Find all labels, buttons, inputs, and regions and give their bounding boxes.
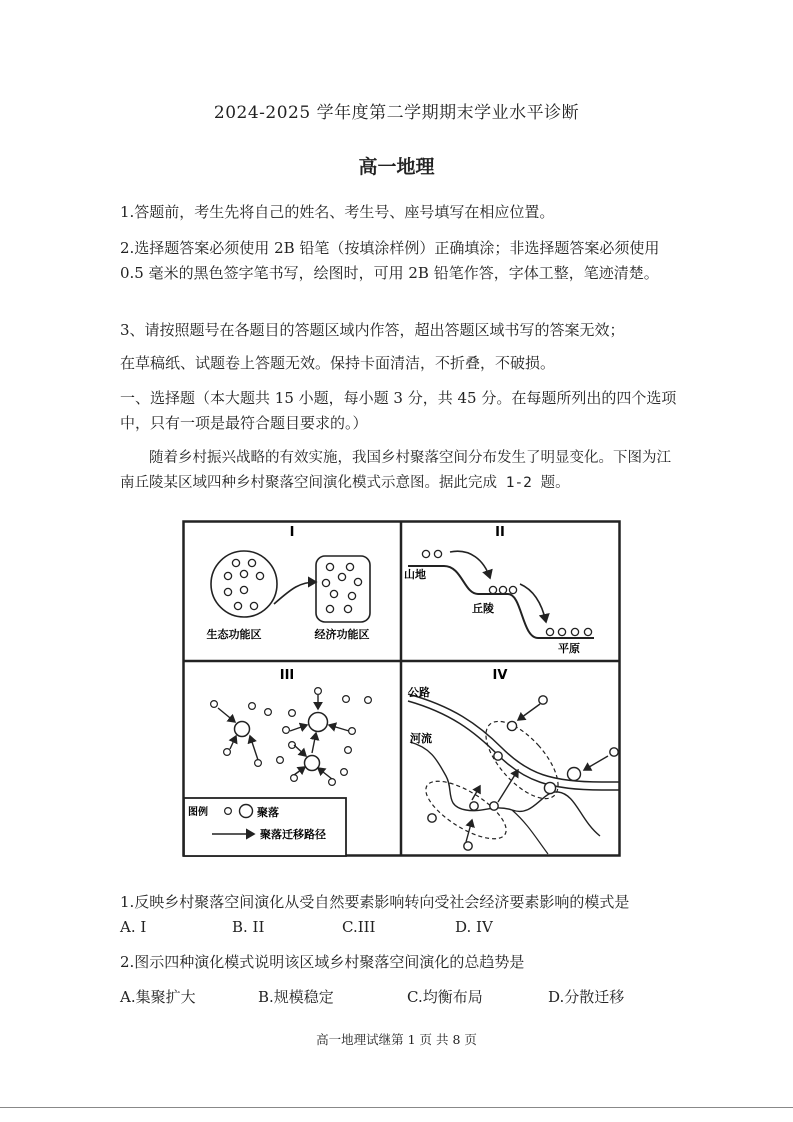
q1-option-b[interactable]: B. II [232,918,265,936]
panel-4-numeral: IV [492,668,508,683]
panel-1-numeral: I [289,525,295,540]
q2-option-a[interactable]: A.集聚扩大 [120,988,196,1006]
ecological-zone-label: 生态功能区 [206,628,262,641]
page-bottom-rule [0,1107,793,1108]
panel-3-numeral: III [279,668,295,683]
page-footer: 高一地理试继第 1 页 共 8 页 [316,1032,477,1047]
legend-large-settlement [240,805,253,818]
question-1-stem: 1.反映乡村聚落空间演化从受自然要素影响转向受社会经济要素影响的模式是 [120,893,630,911]
instruction-4: 在草稿纸、试题卷上答题无效。保持卡面清洁，不折叠，不破损。 [120,354,556,372]
instruction-3: 3、请按照题号在各题目的答题区域内作答，超出答题区域书写的答案无效； [120,321,625,339]
mountain-label: 山地 [404,568,426,581]
exam-title: 2024-2025 学年度第二学期期末学业水平诊断 [213,103,580,123]
question-2-stem: 2.图示四种演化模式说明该区域乡村聚落空间演化的总趋势是 [120,953,525,971]
q2-option-b[interactable]: B.规模稳定 [258,988,334,1006]
q2-option-d[interactable]: D.分散迁移 [548,988,625,1006]
legend-small-settlement [225,808,232,815]
question-intro: 随着乡村振兴战略的有效实施，我国乡村聚落空间分布发生了明显变化。下图为江南丘陵某区域四种乡村聚落空间演化模式示意图。据此完成 1-2 题。 [120,450,671,491]
plain-label: 平原 [558,642,580,655]
instruction-2: 2.选择题答案必须使用 2B 铅笔（按填涂样例）正确填涂；非选择题答案必须使用 0.5 毫米的黑色签字笔书写，绘图时，可用 2B 铅笔作答，字体工整，笔迹清楚。 [120,239,660,282]
legend-migration-label: 聚落迁移路径 [260,828,326,841]
river-label: 河流 [410,732,432,745]
instruction-1: 1.答题前，考生先将自己的姓名、考生号、座号填写在相应位置。 [120,203,555,221]
road-label: 公路 [408,686,430,699]
q2-option-c[interactable]: C.均衡布局 [407,988,483,1006]
legend-settlement-label: 聚落 [257,806,279,819]
section-heading: 一、选择题（本大题共 15 小题，每小题 3 分，共 45 分。在每题所列出的四个选项中，只有一项是最符合题目要求的。） [120,389,677,432]
economic-zone-label: 经济功能区 [314,628,370,641]
settlement-evolution-figure [182,520,622,858]
subject-title: 高一地理 [358,156,435,178]
panel-2-numeral: II [495,525,505,540]
q1-option-c[interactable]: C.III [342,918,376,936]
q1-option-a[interactable]: A. I [120,918,147,936]
q1-option-d[interactable]: D. IV [455,918,493,936]
hill-label: 丘陵 [472,602,494,615]
legend-title: 图例 [188,807,208,818]
